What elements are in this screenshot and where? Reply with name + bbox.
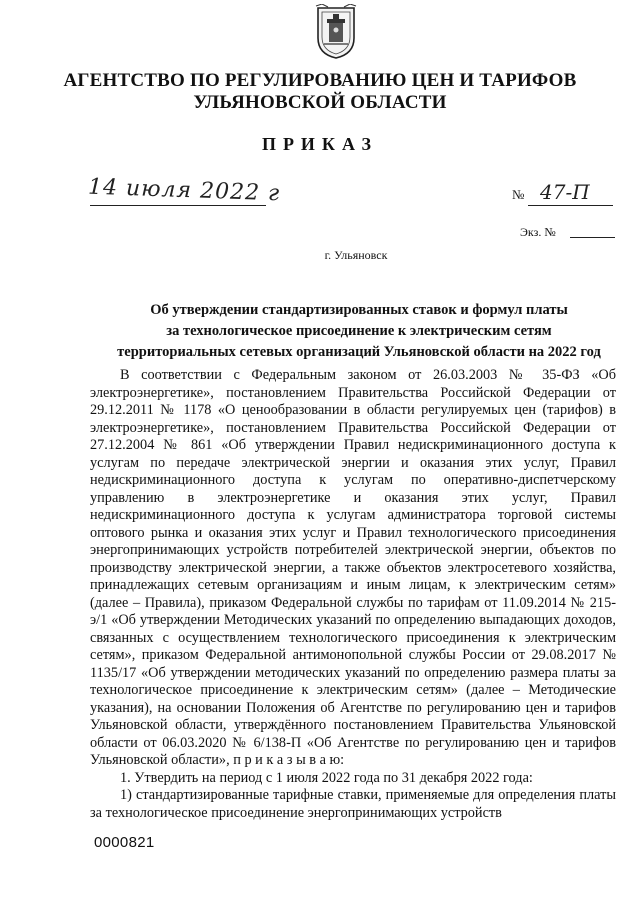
agency-name-line2: УЛЬЯНОВСКОЙ ОБЛАСТИ: [193, 92, 447, 113]
agency-name-line1: АГЕНТСТВО ПО РЕГУЛИРОВАНИЮ ЦЕН И ТАРИФОВ: [63, 70, 577, 91]
copy-number-underline: [570, 237, 615, 238]
handwritten-order-number: 47-П: [540, 180, 590, 204]
preamble-paragraph: В соответствии с Федеральным законом от 26.03.2003 № 35-ФЗ «Об электроэнергетике», постановлением Правительства Российской Федерации от 29.12.2011 № 1178 «О ценообразовании в области регулируемых цен (тарифов) в электроэнергетике», постановлением Правительства Российской Федерации от 27.12.2004 № 861 «Об утверждении Правил недискриминационного доступа к услугам по передаче электрической энергии и оказания этих услуг, Правил недискриминационного доступа к услугам по оперативно-диспетчерскому управлению в электроэнергетике и оказания этих услуг, Правил недискриминационного доступа к услугам администратора торговой системы оптового рынка и оказания этих услуг и Правил технологического присоединения энергопринимающих устройств потребителей электрической энергии, объектов по производству электрической энергии, а также объектов электросетевого хозяйства, принадлежащих сетевым организациям и иным лицам, к электрическим сетям» (далее – Правила), приказом Федеральной службы по тарифам от 11.09.2014 № 215-э/1 «Об утверждении Методических указаний по определению выпадающих доходов, связанных с осуществлением технологического присоединения к электрическим сетям», приказом Федеральной антимонопольной службы России от 29.08.2017 № 1135/17 «Об утверждении методических указаний по определению размера платы за технологическое присоединение к электрическим сетям» (далее – Методические указания), на основании Положения об Агентстве по регулированию цен и тарифов Ульяновской области, утверждённого постановлением Правительства Ульяновской области от 06.03.2020 № 6/138-П «Об Агентстве по регулированию цен и тарифов Ульяновской области», п р и к а з ы в а ю:: [90, 367, 616, 768]
number-label: №: [512, 187, 525, 202]
subject-line1: Об утверждении стандартизированных ставок и формул платы: [150, 302, 568, 318]
subject-line3: территориальных сетевых организаций Ульяновской области на 2022 год: [117, 344, 601, 360]
city-name: г. Ульяновск: [324, 248, 388, 262]
number-underline: [528, 205, 613, 206]
document-type-title: ПРИКАЗ: [261, 134, 379, 154]
date-underline: [90, 205, 266, 206]
copy-number-label: Экз. №: [520, 225, 556, 239]
document-serial-code: 0000821: [94, 834, 155, 851]
coat-of-arms-emblem: [314, 4, 358, 60]
subject-line2: за технологическое присоединение к электрическим сетям: [166, 323, 552, 339]
handwritten-date: 14 июля 2022 г: [87, 174, 281, 207]
order-subject: [80, 300, 638, 363]
order-body: [90, 367, 616, 822]
clause-1-item-1: 1) стандартизированные тарифные ставки, применяемые для определения платы за технологическое присоединение энергопринимающих устройств: [90, 787, 616, 821]
clause-1: 1. Утвердить на период с 1 июля 2022 года по 31 декабря 2022 года:: [120, 769, 533, 786]
